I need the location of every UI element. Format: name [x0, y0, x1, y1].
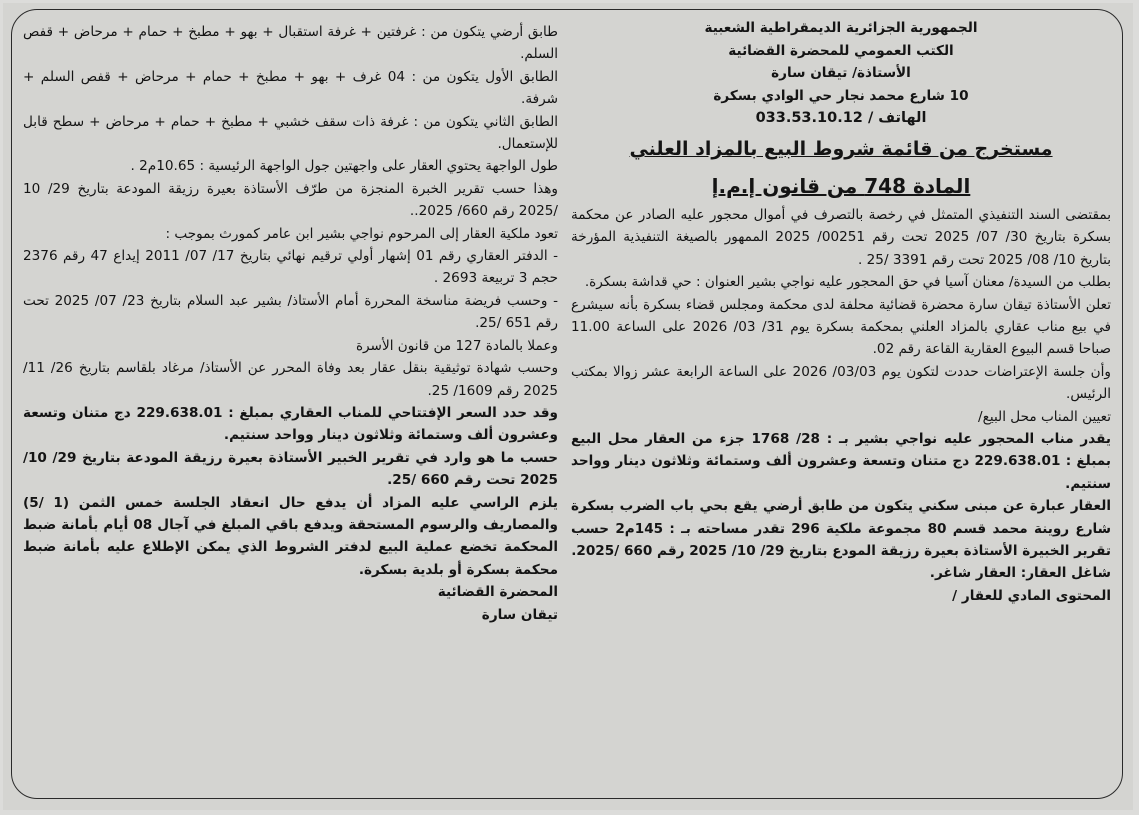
paragraph-ownership: تعود ملكية العقار إلى المرحوم نواجي بشير ابن عامر كمورث بموجب :	[165, 225, 558, 242]
right-column	[571, 17, 1111, 607]
header-line-bailiff: الأستاذة/ تيقان سارة	[771, 65, 911, 82]
paragraph-expert-reference: حسب ما هو وارد في تقرير الخبير الأستاذة بعيرة رزيقة المودعة بتاريخ 29/ 10/ 2025 تحت رقم 660 /25.	[23, 449, 558, 489]
paragraph-requester: بطلب من السيدة/ معنان آسيا في حق المحجور عليه نواجي بشير العنوان : حي قداشة بسكرة.	[584, 274, 1111, 291]
paragraph-second-floor: الطابق الثاني يتكون من : غرفة ذات سقف خشبي + مطبخ + حمام + مرحاض + سطح قابل للإستعمال.	[23, 113, 558, 153]
paragraph-share-value: يقدر مناب المحجور عليه نواجي بشير بـ : 28/ 1768 جزء من العقار محل البيع بمبلغ : 229.638.01 دج متنان وتسعة وعشرون ألف وستمائة وثلاثون دينار وواحد سنتيم.	[571, 431, 1112, 492]
paragraph-sale-announcement: تعلن الأستاذة تيقان سارة محضرة قضائية محلفة لدى محكمة ومجلس قضاء بسكرة بأنه سيشرع في بيع مناب عقاري بالمزاد العلني بمحكمة بسكرة يوم 31/ 03/ 2026 على الساعة 11.00 صباحا قسم البيوع العقارية القاعة رقم 02.	[571, 296, 1112, 358]
paragraph-first-floor: الطابق الأول يتكون من : 04 غرف + بهو + مطبخ + حمام + مرحاض + قفص السلم + شرفة.	[23, 68, 558, 108]
paragraph-inheritance-deed: - وحسب فريضة مناسخة المحررة أمام الأستاذ/ بشير عبد السلام بتاريخ 23/ 07/ 2025 تحت رقم 651 /25.	[23, 292, 558, 332]
paragraph-ground-floor: طابق أرضي يتكون من : غرفتين + غرفة استقبال + بهو + مطبخ + حمام + مرحاض + قفص السلم.	[23, 24, 558, 63]
paragraph-land-registry: - الدفتر العقاري رقم 01 إشهار أولي ترقيم نهائي بتاريخ 17/ 07/ 2011 إيداع 47 رقم 2376 حجم 3 تربيعة 2693 .	[23, 248, 558, 287]
newspaper-page	[3, 3, 1133, 810]
signature-title: المحضرة القضائية	[437, 584, 558, 601]
header-line-republic: الجمهورية الجزائرية الديمقراطية الشعبية	[704, 20, 978, 36]
header-line-office: الكتب العمومي للمحضرة القضائية	[728, 42, 954, 59]
notice-article: المادة 748 من قانون إ.م.إ	[711, 173, 971, 198]
paragraph-family-code: وعملا بالمادة 127 من قانون الأسرة	[355, 337, 558, 354]
header-line-phone: الهاتف / 033.53.10.12	[755, 110, 927, 127]
paragraph-expertise-report: وهذا حسب تقرير الخبرة المنجزة من طرّف الأستاذة بعيرة رزيقة المودعة بتاريخ 29/ 10 /2025 رقم 660/ 2025..	[23, 180, 558, 220]
paragraph-share-heading: تعيين المناب محل البيع/	[978, 408, 1111, 425]
paragraph-opening-price: وقد حدد السعر الإفتتاحي للمناب العقاري بمبلغ : 229.638.01 دج متنان وتسعة وعشرون ألف وستمائة وثلاثون دينار وواحد سنتيم.	[23, 404, 559, 444]
paragraph-executive-title: بمقتضى السند التنفيذي المتمثل في رخصة بالتصرف في أموال محجور عليه الصادر عن محكمة بسكرة بتاريخ 30/ 07/ 2025 تحت رقم 00251/ 2025 الممهور بالصيغة التنفيذية المؤرخة بتاريخ 10/ 08/ 2025 تحت رقم 3391 /25 .	[571, 206, 1112, 268]
paragraph-property-description: العقار عبارة عن مبنى سكني يتكون من طابق أرضي يقع بحي باب الضرب بسكرة شارع روينة محمد قسم 80 مجموعة ملكية 296 تقدر مساحته بـ : 145م2 حسب تقرير الخبيرة الأستاذة بعيرة رزيقة المودع بتاريخ 29/ 10/ 2025 رقم 660 /2025.	[571, 498, 1111, 560]
signature-name: تيقان سارة	[481, 606, 558, 623]
paragraph-facade-length: طول الواجهة يحتوي العقار على واجهتين جول الواجهة الرئيسية : 10.65م2 .	[130, 158, 558, 175]
paragraph-notarial-certificate: وحسب شهادة توثيقية بنقل عقار بعد وفاة المحرر عن الأستاذ/ مرغاد بلقاسم بتاريخ 26/ 11/ 2025 رقم 1609/ 25.	[23, 360, 559, 399]
header-block	[571, 17, 1111, 130]
left-column	[23, 21, 558, 626]
paragraph-physical-content: المحتوى المادي للعقار /	[952, 587, 1111, 604]
paragraph-payment-terms: يلزم الراسي عليه المزاد أن يدفع حال انعقاد الجلسة خمس الثمن (1 /5) والمصاريف والرسوم المستحقة ويدفع باقي المبلغ في آجال 08 أيام بأمانة ضبط المحكمة تخضع عملية البيع لدفتر الشروط الذي يمكن الإطلاع عليه بأمانة ضبط محكمة بسكرة أو بلدية بسكرة.	[23, 494, 558, 578]
paragraph-occupant: شاغل العقار: العقار شاغر.	[929, 565, 1111, 582]
paragraph-objections-session: وأن جلسة الإعتراضات حددت لتكون يوم 03/03/ 2026 على الساعة الرابعة عشر زوالا بمكتب الرئيس.	[571, 363, 1111, 403]
header-line-address: 10 شارع محمد نجار حي الوادي بسكرة	[713, 87, 969, 104]
notice-title: مستخرج من قائمة شروط البيع بالمزاد العلني	[629, 137, 1053, 160]
